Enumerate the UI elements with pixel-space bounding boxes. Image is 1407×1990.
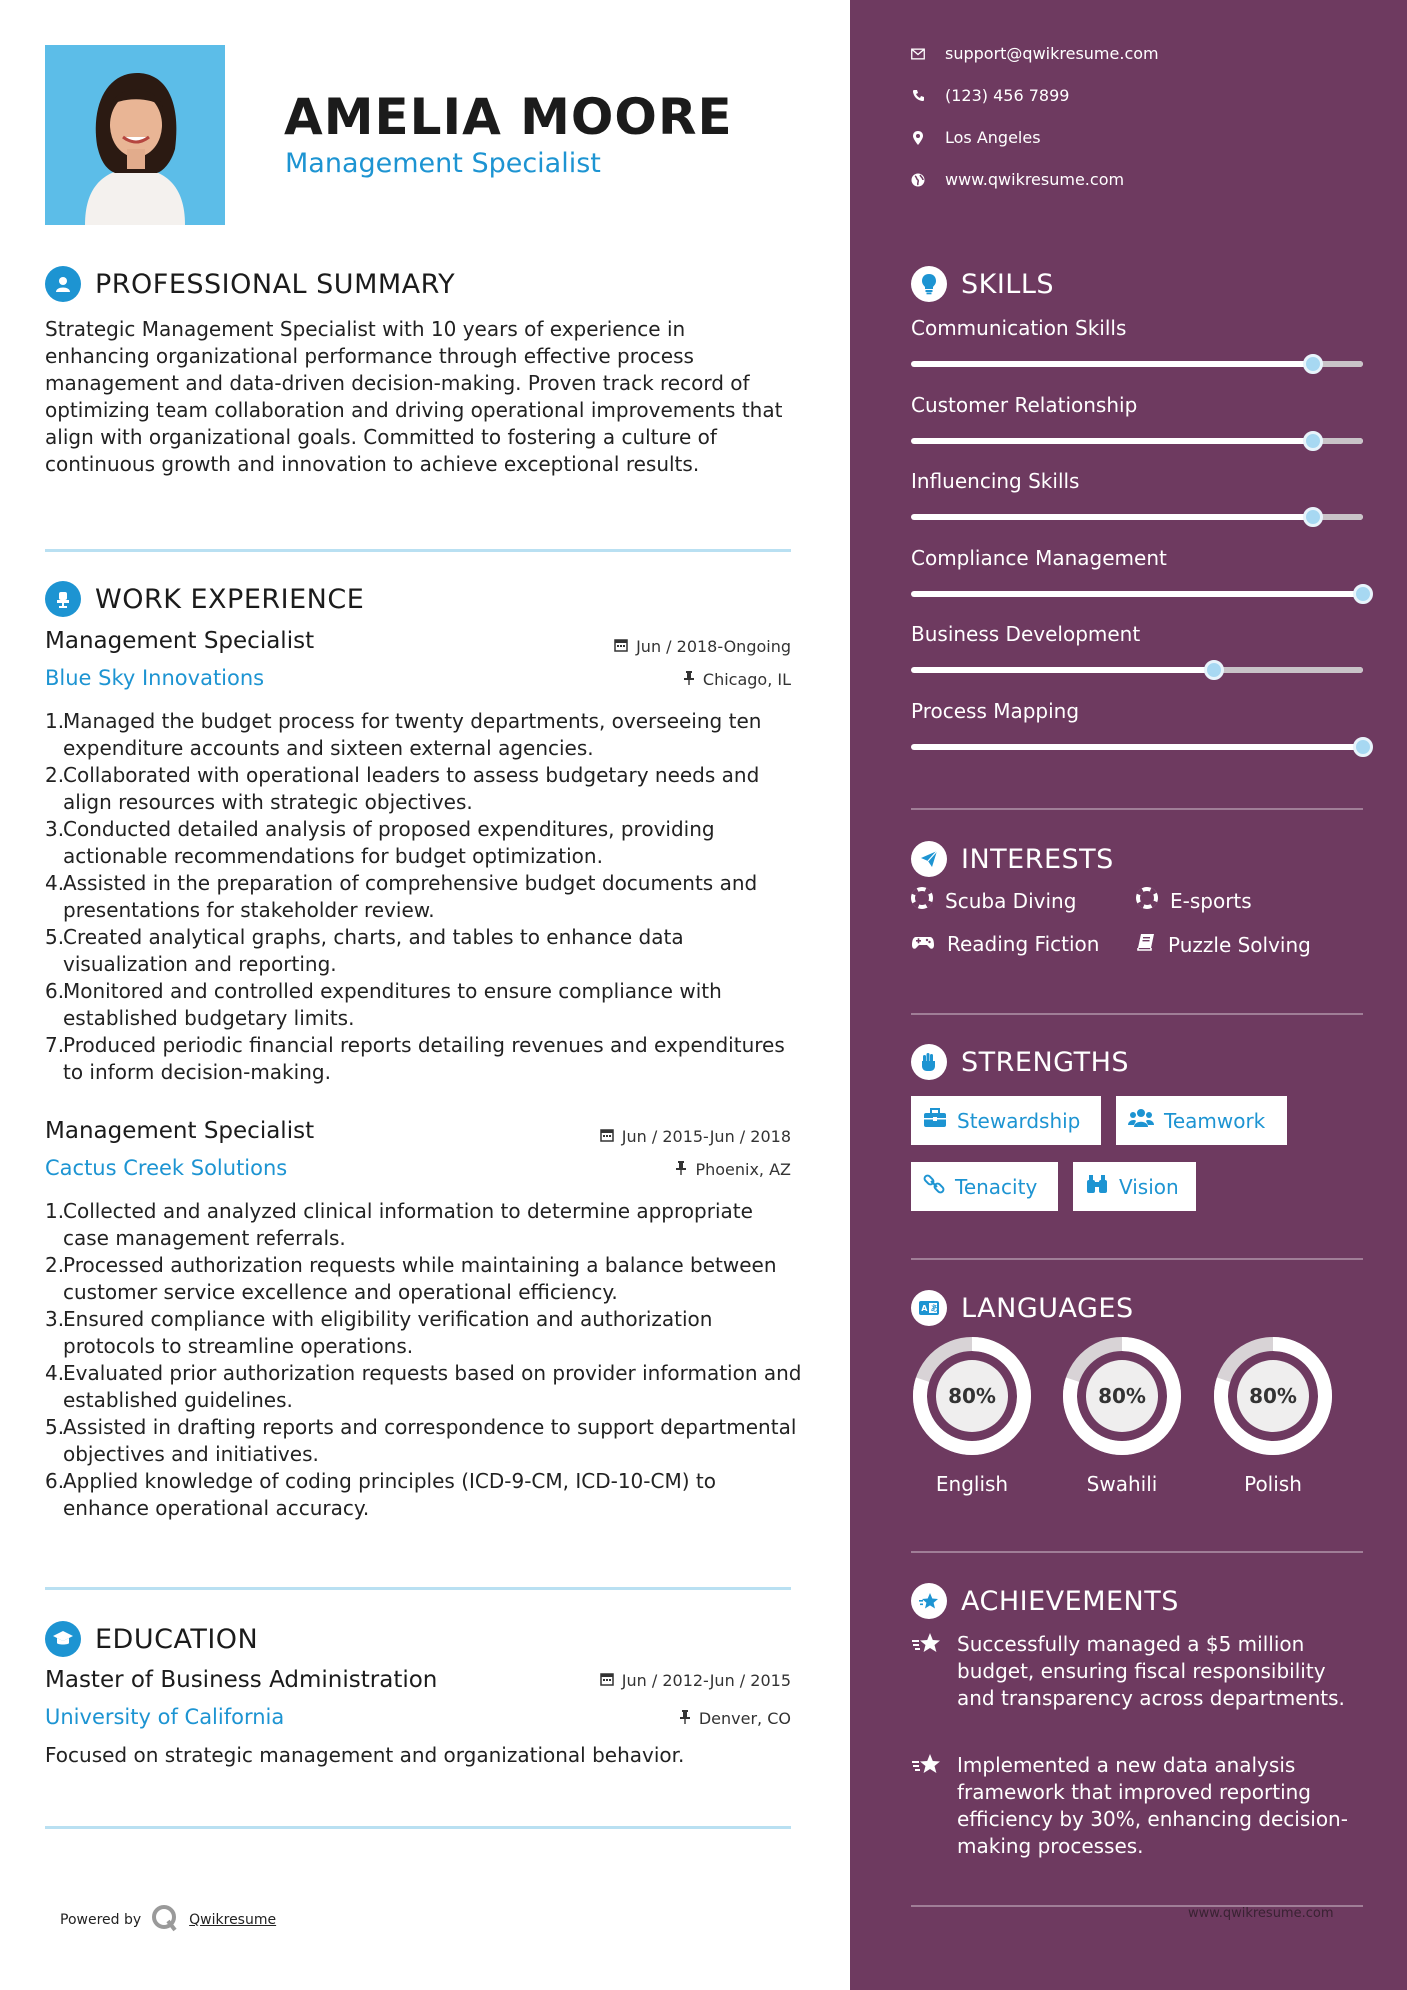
strengths-heading — [911, 1044, 1129, 1080]
qwikresume-logo-icon — [151, 1904, 179, 1936]
skill-level-knob — [1303, 431, 1323, 451]
education-description: Focused on strategic management and organizational behavior. — [45, 1743, 685, 1767]
candidate-title: Management Specialist — [285, 148, 601, 179]
list-item: 5. Assisted in drafting reports and correspondence to support departmental objectives and initiatives. — [45, 1415, 797, 1466]
phone-icon — [911, 89, 925, 103]
skills-title: SKILLS — [961, 268, 1055, 300]
education-title: EDUCATION — [95, 1623, 259, 1655]
contact-website-text: www.qwikresume.com — [945, 170, 1125, 189]
interest-label: E-sports — [1170, 888, 1252, 913]
interest-item — [1136, 887, 1252, 914]
list-item: 2. Processed authorization requests while maintaining a balance between customer service excellence and operational efficiency. — [45, 1253, 777, 1304]
job-location — [675, 1160, 791, 1179]
candidate-name: AMELIA MOORE — [284, 88, 733, 146]
skill-level-knob — [1303, 354, 1323, 374]
degree: Master of Business Administration — [45, 1667, 438, 1693]
experience-title: WORK EXPERIENCE — [95, 583, 365, 615]
strength-tag — [911, 1096, 1101, 1145]
skill-level-knob — [1353, 737, 1373, 757]
fist-icon — [911, 1044, 947, 1080]
lifebuoy-icon — [1136, 887, 1158, 914]
interest-label: Reading Fiction — [947, 932, 1100, 956]
skill-level-knob — [1353, 584, 1373, 604]
strength-tag — [1116, 1096, 1287, 1145]
education-date-text: Jun / 2012-Jun / 2015 — [621, 1671, 791, 1690]
job-bullets — [45, 1198, 805, 1522]
globe-icon — [911, 173, 925, 187]
skill-bar-remaining — [1214, 667, 1363, 673]
experience-heading — [45, 581, 364, 617]
language-percent: 80% — [948, 1384, 996, 1408]
languages-heading — [911, 1290, 1134, 1326]
achievement-item — [911, 1752, 1361, 1860]
job-date-text: Jun / 2015-Jun / 2018 — [621, 1127, 791, 1146]
paper-plane-icon — [911, 841, 947, 877]
summary-text: Strategic Management Specialist with 10 years of experience in enhancing organizational performance through effective process management and data-driven decision-making. Proven track record of optimizing team collaboration and driving operational improvements that align with organizational goals. Committed to fostering a culture of continuous growth and innovation to achieve exceptional results. — [45, 317, 783, 476]
job-date — [614, 637, 791, 656]
interest-item — [911, 932, 1099, 956]
list-item: 4. Assisted in the preparation of comprehensive budget documents and presentations for stakeholder review. — [45, 871, 758, 922]
language-name: Swahili — [1086, 1472, 1158, 1496]
skill-label: Influencing Skills — [911, 469, 1080, 493]
language-ring — [1061, 1335, 1183, 1461]
section-divider — [45, 1826, 791, 1829]
skill-label: Business Development — [911, 622, 1141, 646]
skill-bar — [911, 361, 1363, 367]
job-company: Blue Sky Innovations — [45, 666, 265, 690]
list-item: 4. Evaluated prior authorization requests based on provider information and established guidelines. — [45, 1361, 802, 1412]
profile-photo — [45, 45, 225, 225]
strength-tag — [911, 1162, 1058, 1211]
job-location-text: Chicago, IL — [702, 670, 791, 689]
job-company: Cactus Creek Solutions — [45, 1156, 288, 1180]
language-name: English — [935, 1472, 1009, 1496]
language-name: Polish — [1244, 1472, 1302, 1496]
strength-label: Vision — [1119, 1174, 1179, 1199]
contact-phone[interactable] — [911, 86, 1069, 105]
list-item: 1. Collected and analyzed clinical information to determine appropriate case management referrals. — [45, 1199, 753, 1250]
sidebar-divider — [911, 808, 1363, 810]
star-icon — [911, 1631, 943, 1712]
list-item: 3. Conducted detailed analysis of proposed expenditures, providing actionable recommendations for budget optimization. — [45, 817, 715, 868]
sidebar-divider — [911, 1013, 1363, 1015]
sidebar-divider — [911, 1258, 1363, 1260]
binoculars-icon — [1085, 1174, 1109, 1199]
briefcase-icon — [923, 1108, 947, 1133]
job-location — [683, 670, 791, 689]
star-icon — [911, 1752, 943, 1860]
language-ring — [1212, 1335, 1334, 1461]
contact-website[interactable] — [911, 170, 1124, 189]
skill-label: Communication Skills — [911, 316, 1127, 340]
skill-bar — [911, 591, 1363, 597]
section-divider — [45, 549, 791, 552]
strength-label: Teamwork — [1164, 1108, 1266, 1133]
link-icon — [923, 1173, 945, 1200]
skill-label: Customer Relationship — [911, 392, 1138, 417]
list-item: 5. Created analytical graphs, charts, and tables to enhance data visualization and reporting. — [45, 925, 684, 976]
gamepad-icon — [911, 932, 935, 956]
language-percent: 80% — [1249, 1384, 1297, 1408]
section-divider — [45, 1587, 791, 1590]
sidebar — [850, 0, 1407, 1990]
strength-tag — [1073, 1162, 1196, 1211]
job-date — [600, 1127, 791, 1146]
job-bullets — [45, 708, 805, 1086]
mail-icon — [911, 47, 925, 61]
lightbulb-icon — [911, 266, 947, 302]
school: University of California — [45, 1705, 285, 1729]
strengths-title: STRENGTHS — [961, 1046, 1130, 1078]
interest-item — [911, 887, 1076, 914]
powered-by-text: Powered by — [60, 1912, 142, 1928]
location-icon — [911, 131, 925, 145]
skill-level-knob — [1303, 507, 1323, 527]
achievement-text: Successfully managed a $5 million budget, ensuring fiscal responsibility and transparency across departments. — [957, 1632, 1345, 1710]
education-location-text: Denver, CO — [698, 1709, 791, 1728]
footer-powered — [60, 1904, 276, 1936]
education-location — [679, 1709, 791, 1728]
achievements-title: ACHIEVEMENTS — [961, 1585, 1179, 1617]
interest-item — [1136, 932, 1311, 957]
sidebar-divider — [911, 1551, 1363, 1553]
skill-bar — [911, 667, 1363, 673]
language-ring — [911, 1335, 1033, 1461]
contact-phone-text: (123) 456 7899 — [945, 86, 1070, 105]
calendar-icon — [614, 637, 628, 656]
skill-bar — [911, 744, 1363, 750]
list-item: 1. Managed the budget process for twenty departments, overseeing ten expenditure accounts and sixteen external agencies. — [45, 709, 762, 760]
list-item: 7. Produced periodic financial reports detailing revenues and expenditures to inform decision-making. — [45, 1033, 785, 1084]
contact-location-text: Los Angeles — [945, 128, 1041, 147]
job-role: Management Specialist — [45, 1118, 315, 1144]
contact-location — [911, 128, 1041, 147]
skill-bar — [911, 438, 1363, 444]
calendar-icon — [600, 1127, 614, 1146]
footer-url[interactable]: www.qwikresume.com — [1188, 1906, 1334, 1921]
list-item: 2. Collaborated with operational leaders to assess budgetary needs and align resources with strategic objectives. — [45, 763, 760, 814]
contact-email[interactable] — [911, 44, 1159, 63]
education-heading — [45, 1621, 258, 1657]
interest-label: Scuba Diving — [945, 888, 1077, 913]
list-item: 6. Applied knowledge of coding principles (ICD-9-CM, ICD-10-CM) to enhance operational accuracy. — [45, 1469, 716, 1520]
pin-icon — [679, 1709, 691, 1728]
graduation-cap-icon — [45, 1621, 81, 1657]
job-role: Management Specialist — [45, 628, 315, 654]
interest-label: Puzzle Solving — [1168, 932, 1311, 957]
summary-heading — [45, 266, 455, 302]
list-item: 6. Monitored and controlled expenditures to ensure compliance with established budgetary limits. — [45, 979, 722, 1030]
lifebuoy-icon — [911, 887, 933, 914]
users-icon — [1128, 1108, 1154, 1133]
star-badge-icon — [911, 1583, 947, 1619]
summary-title: PROFESSIONAL SUMMARY — [95, 268, 456, 300]
pin-icon — [675, 1160, 687, 1179]
book-icon — [1136, 932, 1156, 957]
job-location-text: Phoenix, AZ — [695, 1160, 791, 1179]
skill-label: Compliance Management — [911, 545, 1167, 570]
interests-title: INTERESTS — [961, 843, 1114, 875]
languages-title: LANGUAGES — [961, 1292, 1134, 1324]
achievement-item — [911, 1631, 1361, 1712]
education-date — [600, 1671, 791, 1690]
calendar-icon — [600, 1671, 614, 1690]
user-icon — [45, 266, 81, 302]
list-item: 3. Ensured compliance with eligibility verification and authorization protocols to streamline operations. — [45, 1307, 713, 1358]
strength-label: Stewardship — [957, 1108, 1081, 1133]
svg-text:A: A — [921, 1304, 928, 1313]
strength-label: Tenacity — [955, 1174, 1038, 1199]
interests-heading — [911, 841, 1114, 877]
translate-icon — [911, 1290, 947, 1326]
contact-email-text: support@qwikresume.com — [945, 44, 1159, 63]
achievement-text: Implemented a new data analysis framework that improved reporting efficiency by 30%, enhancing decision-making processes. — [957, 1753, 1348, 1858]
pin-icon — [683, 670, 695, 689]
chair-icon — [45, 581, 81, 617]
achievements-heading — [911, 1583, 1179, 1619]
job-date-text: Jun / 2018-Ongoing — [636, 637, 791, 656]
language-percent: 80% — [1098, 1384, 1146, 1408]
skill-bar — [911, 514, 1363, 520]
qwikresume-link[interactable]: Qwikresume — [189, 1912, 277, 1928]
skills-heading — [911, 266, 1054, 302]
svg-text:あ: あ — [930, 1304, 939, 1313]
skill-label: Process Mapping — [911, 698, 1080, 723]
skill-level-knob — [1204, 660, 1224, 680]
